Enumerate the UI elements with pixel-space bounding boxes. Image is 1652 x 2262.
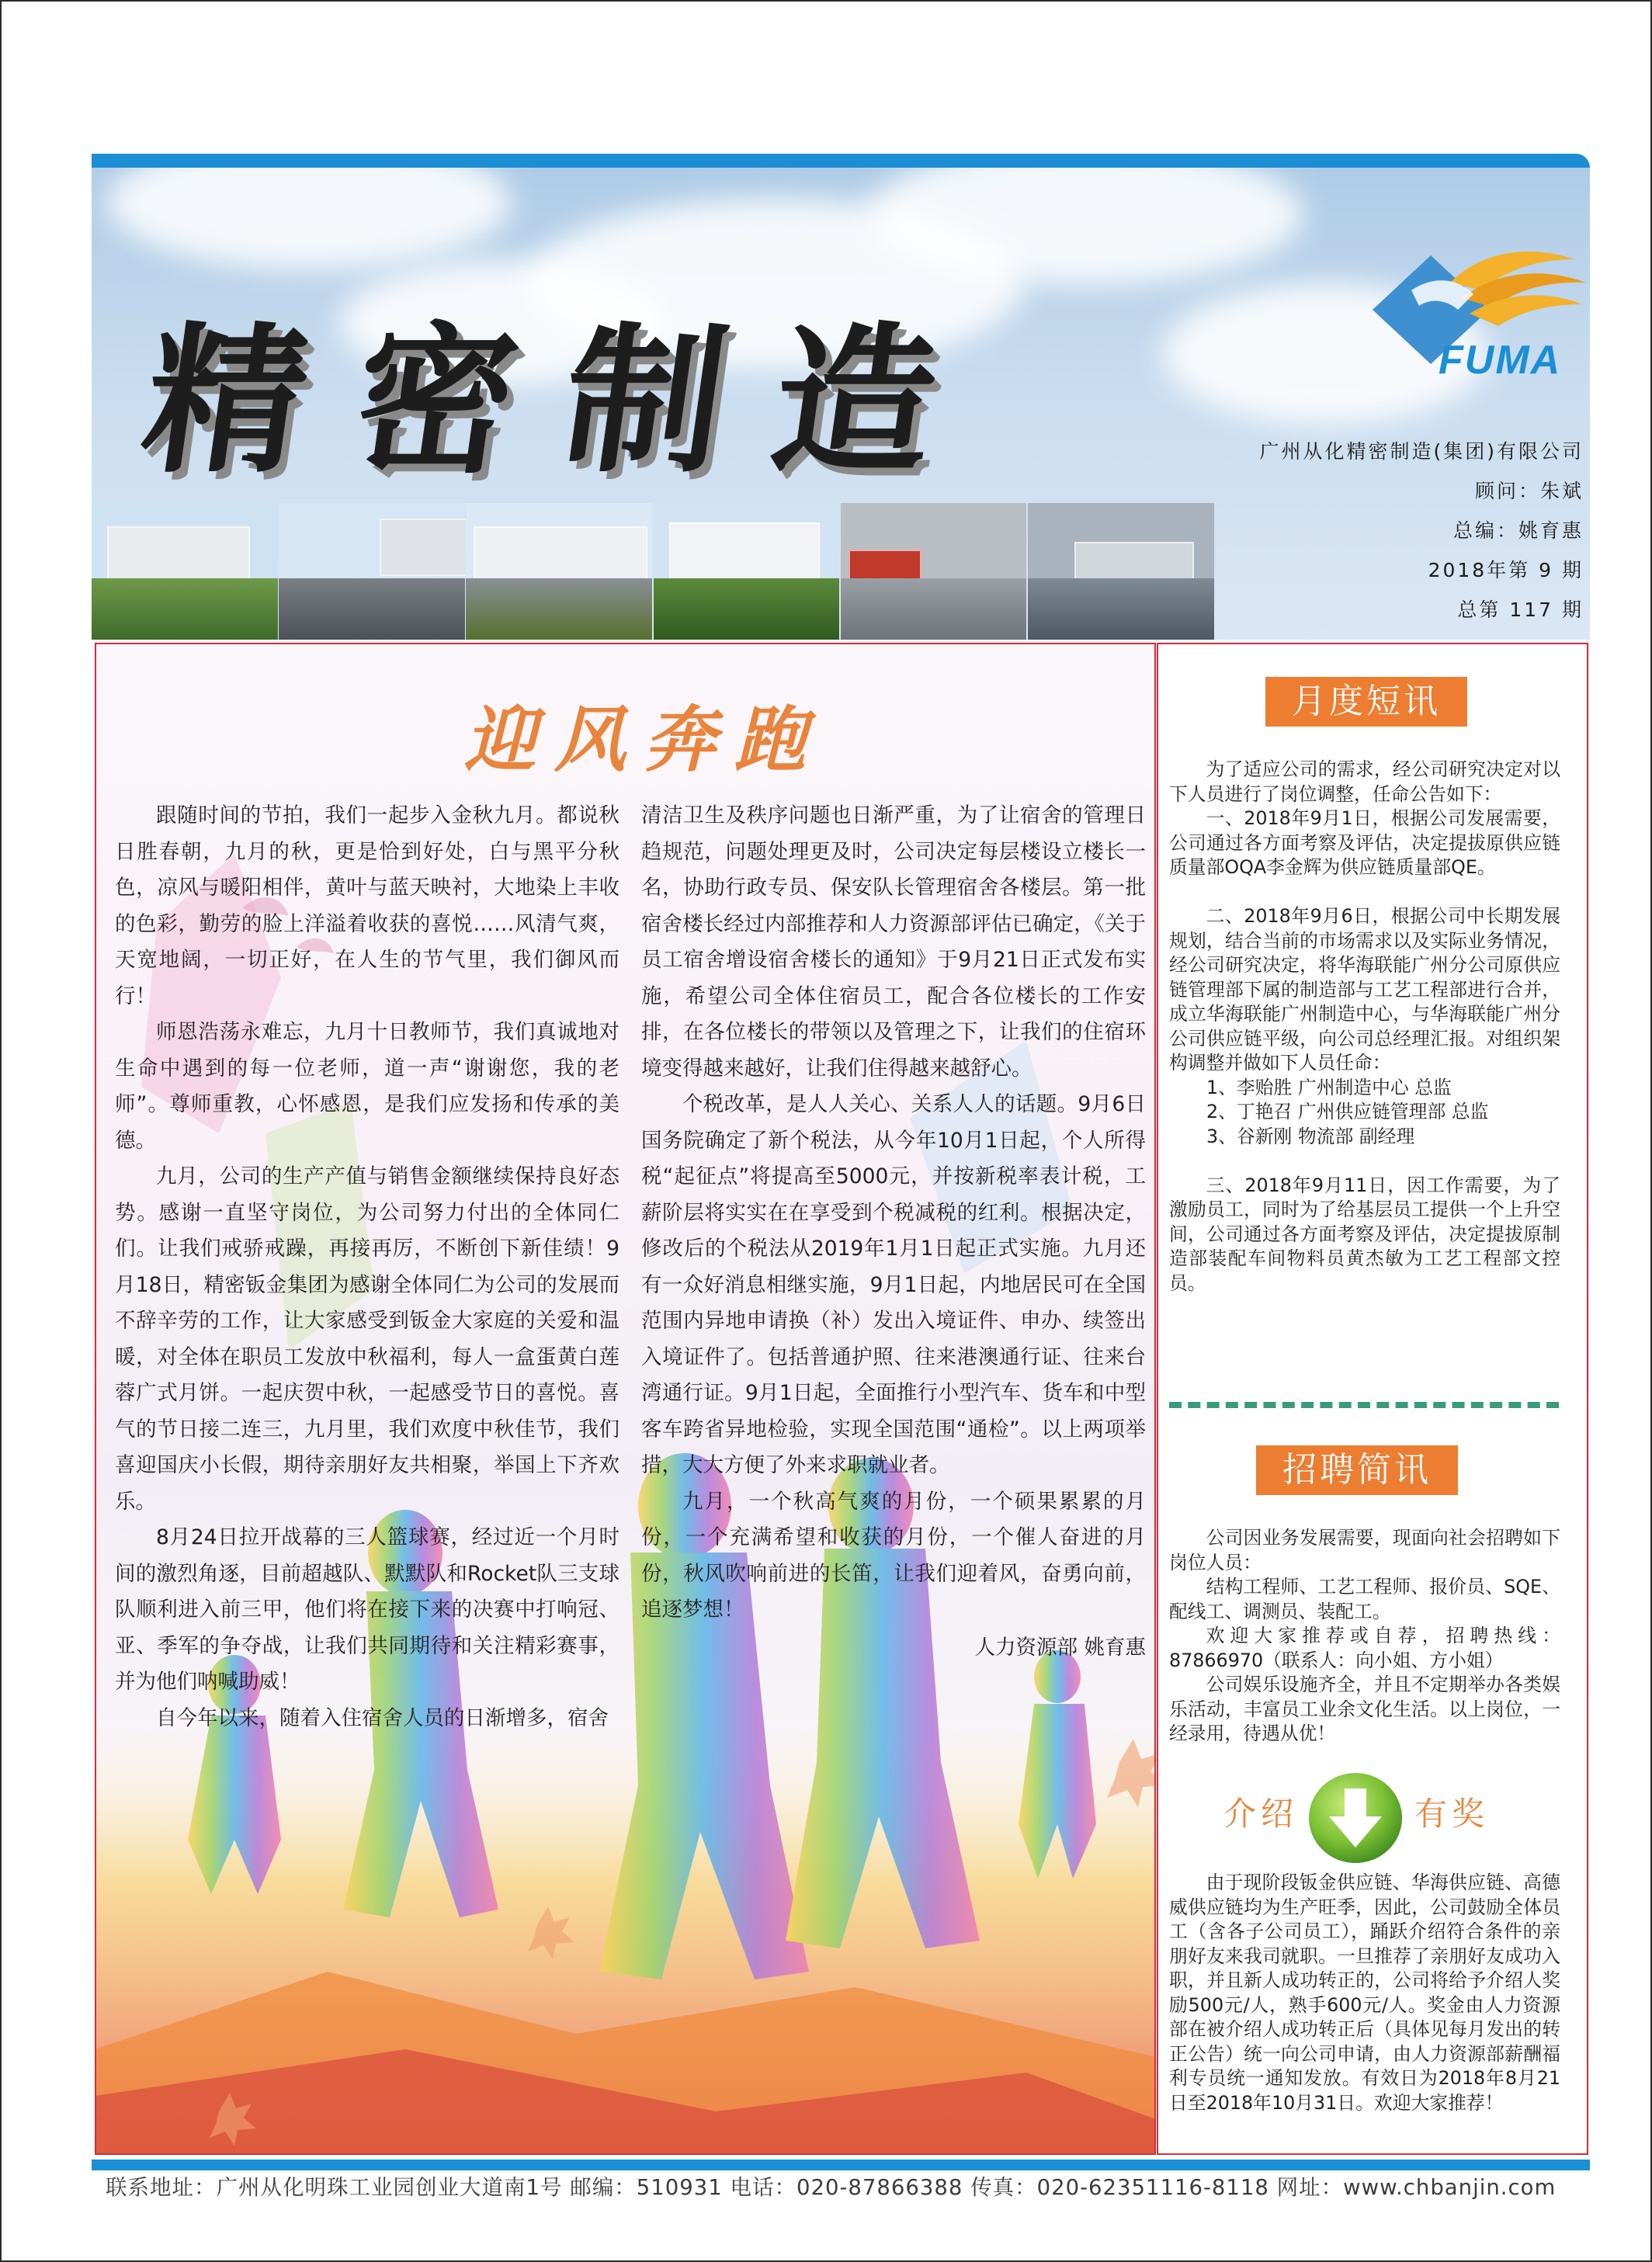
chief-editor: 总编：姚育惠	[1452, 519, 1584, 542]
factory-photo	[466, 503, 652, 640]
referral-text: 由于现阶段钣金供应链、华海供应链、高德威供应链均为生产旺季，因此，公司鼓励全体员工（含各子公司员工），踊跃介绍符合条件的亲朋好友来我司就职。一旦推荐了亲朋好友成功入职，并且新人成功转正的，公司将给予介绍人奖励500元/人，熟手600元/人。奖金由人力资源部在被介绍人成功转正后（具体见每月发出的转正公告）统一向公司申请，由人力资源部薪酬福利专员统一通知发放。有效日为2018年8月21日至2018年10月31日。欢迎大家推荐！	[1169, 1872, 1560, 2114]
total-issue-number: 总第 117 期	[1457, 598, 1584, 621]
article-column-left	[115, 798, 620, 1736]
company-name: 广州从化精密制造(集团)有限公司	[1259, 440, 1584, 463]
referral-label: 介绍	[1223, 1795, 1299, 1833]
article-paragraph: 自今年以来，随着入住宿舍人员的日渐增多，宿舍	[156, 1705, 609, 1730]
advisor: 顾问：朱斌	[1474, 480, 1584, 502]
publication-info	[1259, 432, 1584, 630]
article-title: 迎风奔跑	[463, 698, 824, 782]
factory-photo	[92, 503, 278, 640]
factory-photo	[841, 503, 1027, 640]
section-divider	[1169, 1402, 1559, 1408]
footer-bar	[92, 2160, 1590, 2170]
monthly-news-heading: 月度短讯	[1265, 677, 1467, 727]
monthly-news-item: 二、2018年9月6日，根据公司中长期发展规划，结合当前的市场需求以及实际业务情况，经公司研究决定，将华海联能广州分公司原供应链管理部下属的制造部与工艺工程部进行合并，成立华海联能广州制造中心，与华海联能广州分公司供应链平级，向公司总经理汇报。对组织架构调整并做如下人员任命：	[1169, 905, 1560, 1074]
down-arrow-icon	[1306, 1771, 1405, 1865]
recruitment-body	[1169, 1526, 1560, 1747]
recruitment-benefits: 公司娱乐设施齐全，并且不定期举办各类娱乐活动，丰富员工业余文化生活。以上岗位，一经录用，待遇从优！	[1169, 1674, 1560, 1744]
factory-photo	[1028, 503, 1214, 640]
monthly-news-item: 三、2018年9月11日，因工作需要，为了激励员工，同时为了给基层员工提供一个上升空间，公司通过各方面考察及评估，决定提拔原制造部装配车间物料员黄杰敏为工艺工程部文控员。	[1169, 1174, 1560, 1294]
footer-contact-info: 联系地址：广州从化明珠工业园创业大道南1号 邮编：510931 电话：020-87866388 传真：020-62351116-8118 网址：www.chbanjin.com	[106, 2175, 1557, 2200]
appointment-line: 2、丁艳召 广州供应链管理部 总监	[1206, 1101, 1489, 1122]
factory-photo	[279, 503, 465, 640]
appointment-line: 3、谷新刚 物流部 副经理	[1206, 1125, 1415, 1147]
monthly-news-intro: 为了适应公司的需求，经公司研究决定对以下人员进行了岗位调整，任命公告如下：	[1169, 758, 1560, 805]
issue-number: 2018年第 9 期	[1428, 559, 1584, 581]
referral-banner	[1211, 1771, 1553, 1865]
article-paragraph: 8月24日拉开战幕的三人篮球赛，经过近一个月时间的激烈角逐，目前超越队、默默队和Rocket队三支球队顺利进入前三甲，他们将在接下来的决赛中打响冠、亚、季军的争夺战，让我们共同期待和关注精彩赛事，并为他们呐喊助威！	[115, 1525, 620, 1694]
recruitment-hotline: 欢迎大家推荐或自荐，招聘热线：87866970（联系人：向小姐、方小姐）	[1169, 1625, 1560, 1671]
article-author: 人力资源部 姚育惠	[974, 1635, 1146, 1660]
article-paragraph: 师恩浩荡永难忘，九月十日教师节，我们真诚地对生命中遇到的每一位老师，道一声“谢谢您，我的老师”。尊师重教，心怀感恩，是我们应发扬和传承的美德。	[115, 1020, 620, 1153]
monthly-news-body	[1169, 758, 1560, 1296]
masthead-top-bar	[92, 154, 1590, 168]
reward-label: 有奖	[1414, 1795, 1490, 1833]
factory-photo	[654, 503, 840, 640]
article-paragraph: 跟随时间的节拍，我们一起步入金秋九月。都说秋日胜春朝，九月的秋，更是恰到好处，白与黑平分秋色，凉风与暖阳相伴，黄叶与蓝天映衬，大地染上丰收的色彩，勤劳的脸上洋溢着收获的喜悦……风清气爽，天宽地阔，一切正好，在人生的节气里，我们御风而行！	[115, 803, 620, 1008]
masthead	[92, 168, 1590, 640]
article-paragraph: 九月，一个秋高气爽的月份，一个硕果累累的月份，一个充满希望和收获的月份，一个催人奋进的月份，秋风吹响前进的长笛，让我们迎着风，奋勇向前，追逐梦想！	[641, 1489, 1146, 1622]
monthly-news-item: 一、2018年9月1日，根据公司发展需要，公司通过各方面考察及评估，决定提拔原供应链质量部OQA李金辉为供应链质量部QE。	[1169, 807, 1560, 878]
recruitment-positions: 结构工程师、工艺工程师、报价员、SQE、配线工、调测员、装配工。	[1169, 1576, 1560, 1622]
referral-body	[1169, 1871, 1560, 2115]
article-paragraph: 九月，公司的生产产值与销售金额继续保持良好态势。感谢一直坚守岗位，为公司努力付出的全体同仁们。让我们戒骄戒躁，再接再厉，不断创下新佳绩！9月18日，精密钣金集团为感谢全体同仁为公司的发展而不辞辛劳的工作，让大家感受到钣金大家庭的关爱和温暖，对全体在职员工发放中秋福利，每人一盒蛋黄白莲蓉广式月饼。一起庆贺中秋，一起感受节日的喜悦。喜气的节日接二连三，九月里，我们欢度中秋佳节，我们喜迎国庆小长假，期待亲朋好友共相聚，举国上下齐欢乐。	[115, 1164, 620, 1514]
article-paragraph: 个税改革，是人人关心、关系人人的话题。9月6日国务院确定了新个税法，从今年10月1日起，个人所得税“起征点”将提高至5000元，并按新税率表计税，工薪阶层将实实在在享受到个税减税的红利。根据决定，修改后的个税法从2019年1月1日起正式实施。九月还有一众好消息相继实施，9月1日起，内地居民可在全国范围内异地申请换（补）发出入境证件、申办、续签出入境证件了。包括普通护照、往来港澳通行证、往来台湾通行证。9月1日起，全面推行小型汽车、货车和中型客车跨省异地检验，实现全国范围“通检”。以上两项举措，大大方便了外来求职就业者。	[641, 1092, 1146, 1477]
newspaper-title: 精密制造	[132, 307, 998, 494]
logo-text: FUMA	[1439, 338, 1562, 383]
article-column-right	[641, 798, 1146, 1666]
article-paragraph: 清洁卫生及秩序问题也日渐严重，为了让宿舍的管理日趋规范，问题处理更及时，公司决定每层楼设立楼长一名，协助行政专员、保安队长管理宿舍各楼层。第一批宿舍楼长经过内部推荐和人力资源部评估已确定，《关于员工宿舍增设宿舍楼长的通知》于9月21日正式发布实施，希望公司全体住宿员工，配合各位楼长的工作安排，在各位楼长的带领以及管理之下，让我们的住宿环境变得越来越好，让我们住得越来越舒心。	[641, 803, 1146, 1081]
factory-photo-strip	[92, 503, 1215, 640]
recruitment-heading: 招聘简讯	[1256, 1445, 1458, 1495]
appointment-line: 1、李贻胜 广州制造中心 总监	[1206, 1076, 1452, 1098]
recruitment-intro: 公司因业务发展需要，现面向社会招聘如下岗位人员：	[1169, 1527, 1560, 1573]
